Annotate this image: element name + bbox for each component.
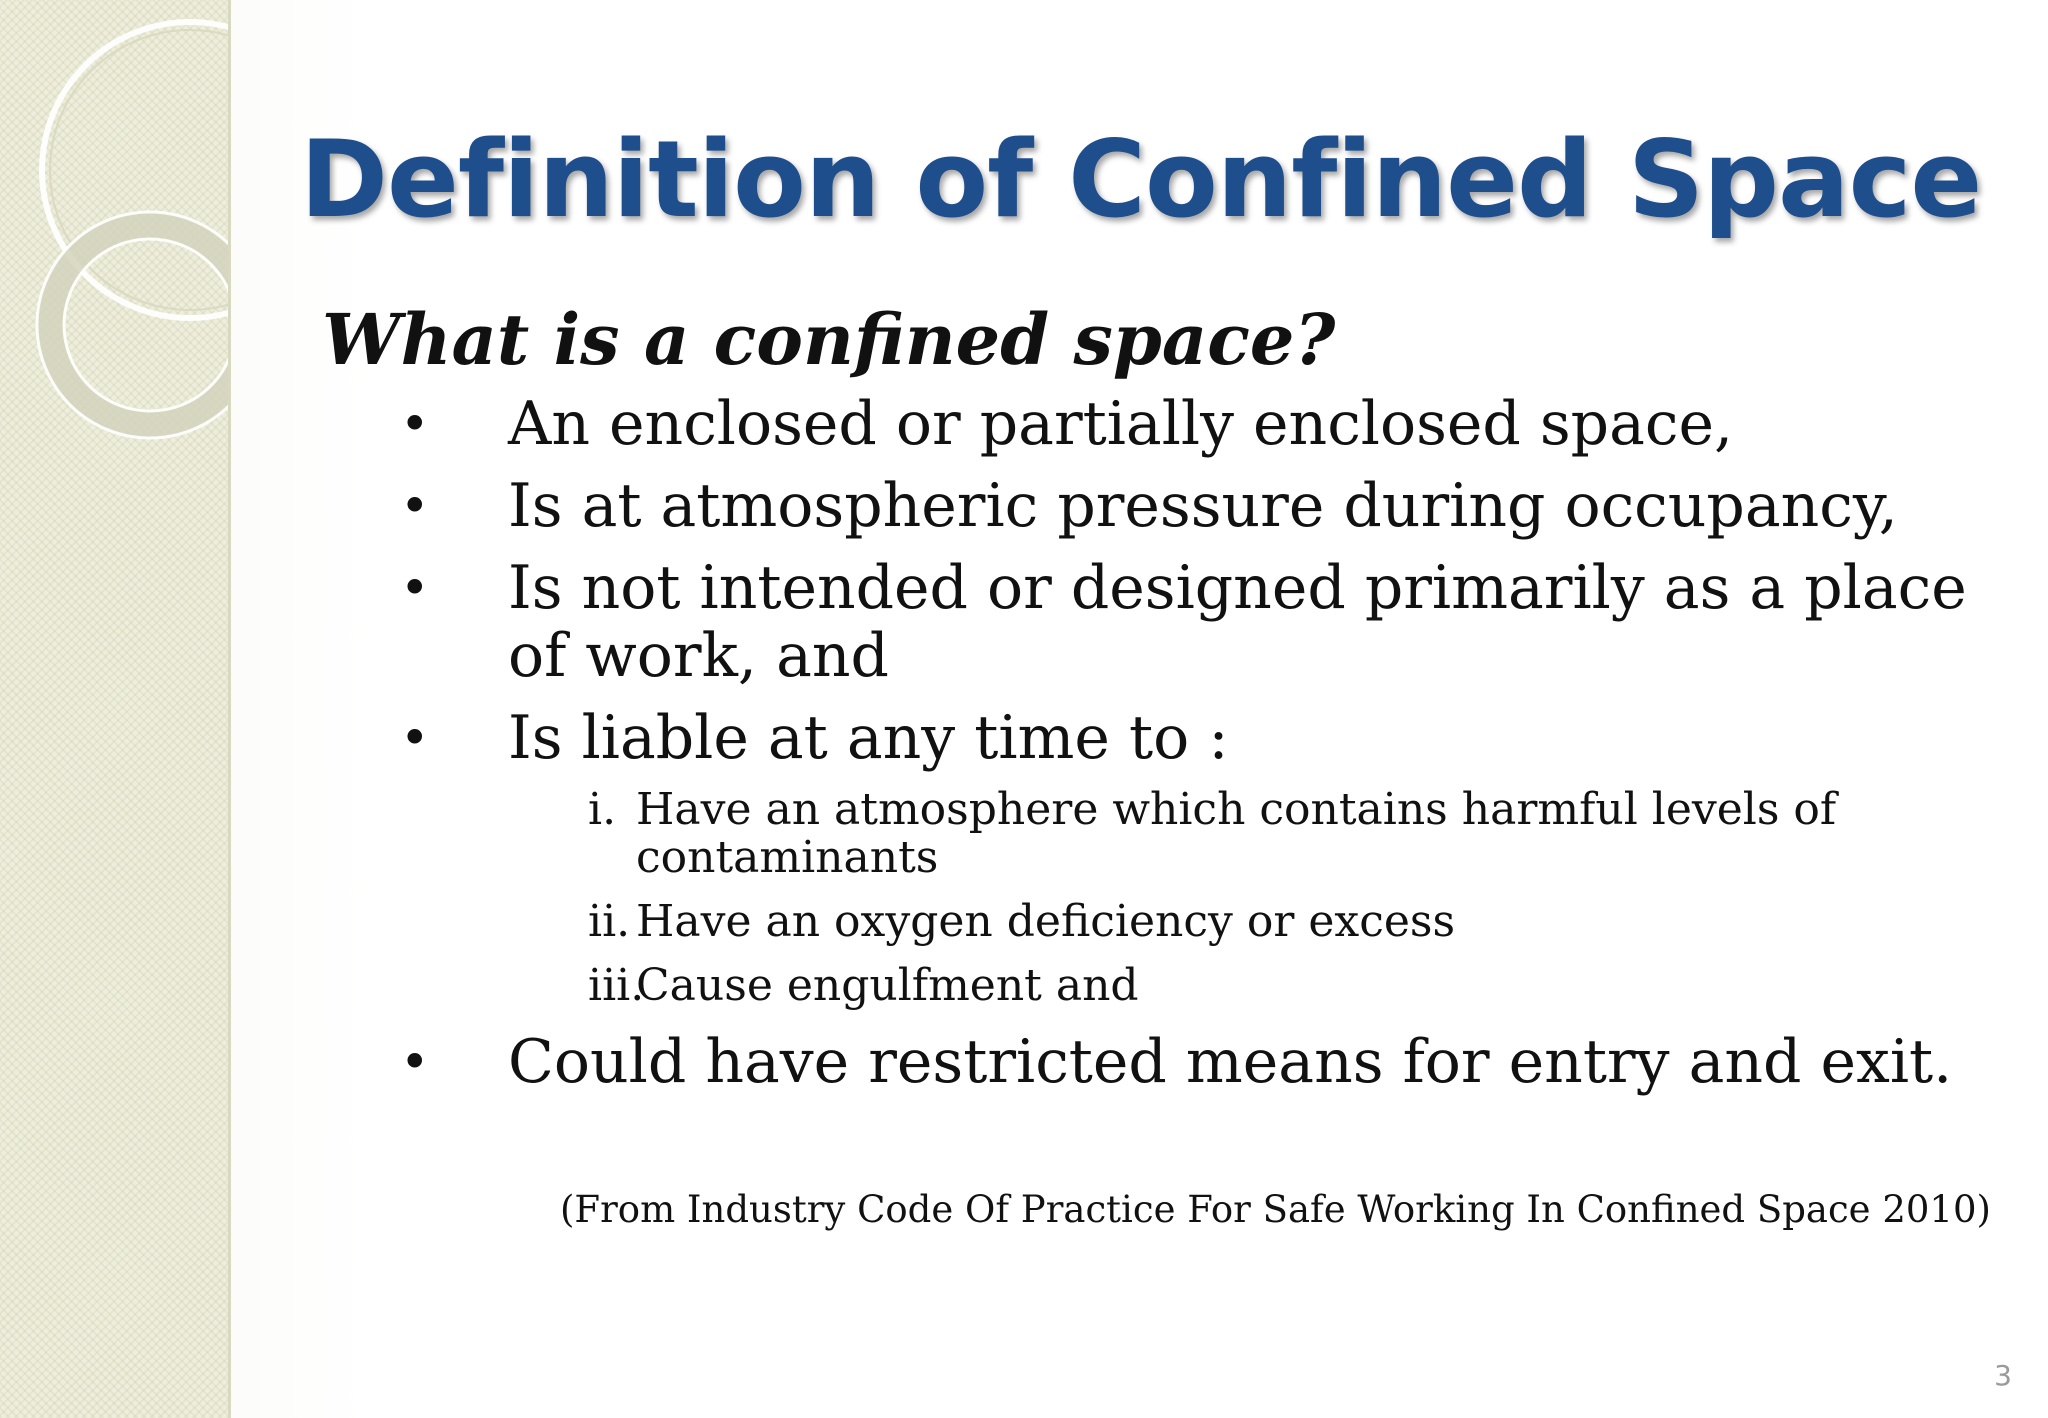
sub-list bbox=[588, 786, 1990, 1010]
source-citation: (From Industry Code Of Practice For Safe Working In Confined Space 2010) bbox=[560, 1188, 1991, 1231]
sub-item bbox=[588, 786, 1990, 882]
slide-title: Definition of Confined Space bbox=[300, 118, 1982, 241]
sub-item-marker: i. bbox=[588, 784, 617, 835]
ring-ornament-icon bbox=[0, 0, 228, 480]
bullet-text: An enclosed or partially enclosed space, bbox=[508, 389, 1734, 459]
bullet-item bbox=[390, 554, 1990, 690]
bullet-icon: • bbox=[400, 1033, 430, 1091]
bullet-text: Could have restricted means for entry and exit. bbox=[508, 1027, 1953, 1097]
bullet-item bbox=[390, 390, 1990, 458]
bullet-icon: • bbox=[400, 477, 430, 535]
bullet-item bbox=[390, 1028, 1990, 1096]
bullet-icon: • bbox=[400, 709, 430, 767]
sub-item-text: Have an oxygen deficiency or excess bbox=[636, 896, 1456, 947]
sub-item-text: Have an atmosphere which contains harmful levels of contaminants bbox=[636, 784, 1837, 883]
sub-item-text: Cause engulfment and bbox=[636, 960, 1139, 1011]
sub-item bbox=[588, 898, 1990, 946]
sub-item-marker: ii. bbox=[588, 896, 631, 947]
sub-item-marker: iii. bbox=[588, 960, 645, 1011]
bullet-text: Is liable at any time to : bbox=[508, 703, 1229, 773]
question-heading: What is a confined space? bbox=[322, 298, 1336, 381]
bullet-item bbox=[390, 704, 1990, 1010]
bullet-item bbox=[390, 472, 1990, 540]
bullet-text: Is at atmospheric pressure during occupancy, bbox=[508, 471, 1898, 541]
sub-item bbox=[588, 962, 1990, 1010]
decorative-side-strip bbox=[0, 0, 231, 1418]
bullet-icon: • bbox=[400, 395, 430, 453]
page-number: 3 bbox=[1994, 1359, 2012, 1392]
bullet-list bbox=[390, 390, 1990, 1110]
bullet-text: Is not intended or designed primarily as a place of work, and bbox=[508, 553, 1967, 691]
bullet-icon: • bbox=[400, 559, 430, 617]
